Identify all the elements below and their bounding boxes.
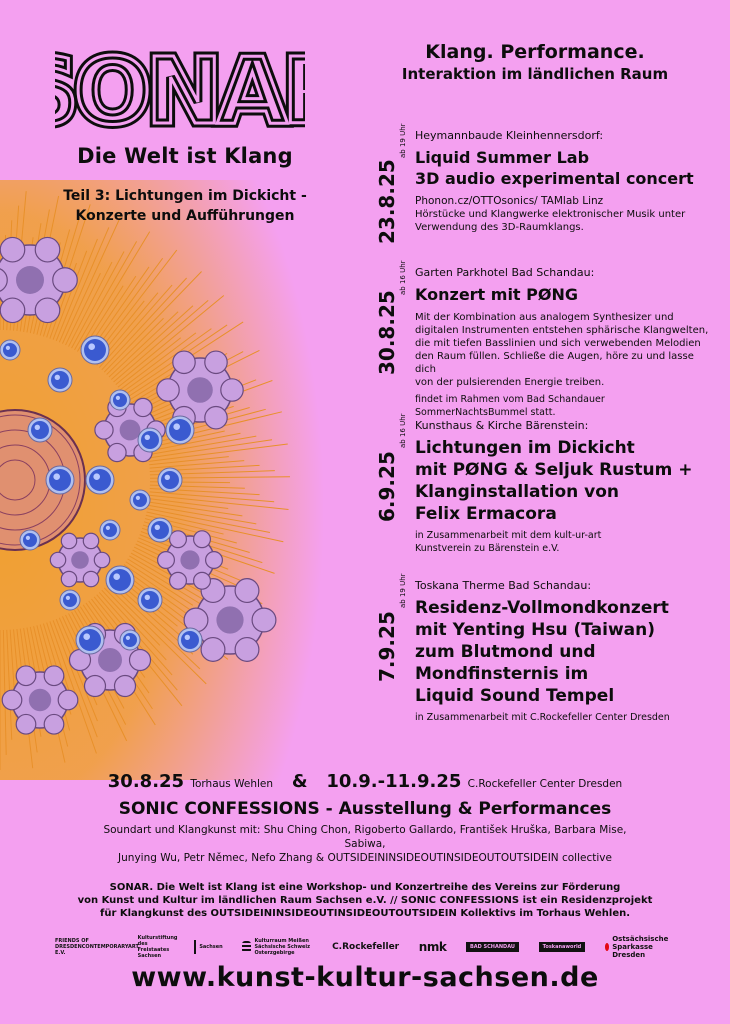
event-venue: Garten Parkhotel Bad Schandau: bbox=[415, 266, 595, 279]
sponsor-logo: Ostsächsische Sparkasse Dresden bbox=[605, 935, 685, 959]
sonic-title: SONIC CONFESSIONS - Ausstellung & Performances bbox=[118, 799, 612, 819]
series-subtitle: Die Welt ist Klang bbox=[77, 144, 293, 168]
event-date: 7.9.25 bbox=[375, 611, 399, 682]
sponsor-logo: Toskanaworld bbox=[539, 942, 586, 952]
art-svg bbox=[0, 180, 360, 780]
sponsor-logo: Kulturraum Meißen Sächsische Schweiz Osterzgebirge bbox=[242, 938, 312, 956]
part-title: Teil 3: Lichtungen im Dickicht - Konzerte und Aufführungen bbox=[63, 188, 307, 224]
sponsor-logo: C.Rockefeller bbox=[332, 942, 400, 952]
logo-text: ONA bbox=[73, 38, 282, 145]
event-title: Residenz-Vollmondkonzert bbox=[415, 598, 669, 618]
svg-text:SONAR: ONA bbox=[73, 38, 282, 145]
sponsor-logo: nmk bbox=[418, 940, 447, 954]
sponsor-logo: Sachsen bbox=[194, 940, 222, 954]
event-1: 23.8.25 ab 19 Uhr Heymannbaude Kleinhennersdorf: Liquid Summer Lab 3D audio experimental concert Phonon.cz/OTTOsonics/ TAMlab Linz Hörstücke und Klangwerke elektronischer Musik unter Verwendung des 3D-Raumklangs. bbox=[375, 128, 695, 246]
sponsor-logos bbox=[55, 935, 685, 959]
event-title: 3D audio experimental concert bbox=[415, 169, 694, 188]
event-date: 30.8.25 bbox=[375, 290, 399, 375]
event-venue: Toskana Therme Bad Schandau: bbox=[415, 579, 592, 592]
sonar-logo bbox=[55, 35, 305, 145]
event-date: 23.8.25 bbox=[375, 159, 399, 244]
event-time: ab 19 Uhr bbox=[399, 123, 407, 158]
event-title: Liquid Summer Lab bbox=[415, 148, 590, 167]
event-2: 30.8.25 ab 16 Uhr Garten Parkhotel Bad Schandau: Konzert mit PØNG Mit der Kombination aus analogem Synthesizer und digitalen Instrumenten entstehen sphärische Klangwelten, die mit tiefen Basslinien und sich verwebenden Melodien den Raum füllen. Schließe die Augen, höre zu und lasse dich von der pulsierenden Energie treiben. findet im Rahmen vom Bad Schandauer SommerNachtsBummel statt. bbox=[375, 265, 695, 405]
event-time: ab 16 Uhr bbox=[399, 413, 407, 448]
sponsor-logo: Kulturstiftung des Freistaates Sachsen bbox=[137, 935, 178, 959]
event-4: 7.9.25 ab 19 Uhr Toskana Therme Bad Schandau: Residenz-Vollmondkonzert mit Yenting Hsu (Taiwan) zum Blutmond und Mondfinsternis im Liquid Sound Tempel in Zusammenarbeit mit C.Rockefeller Center Dresden bbox=[375, 578, 695, 728]
event-venue: Heymannbaude Kleinhennersdorf: bbox=[415, 129, 604, 142]
event-title: Lichtungen im Dickicht bbox=[415, 438, 635, 458]
event-time: ab 16 Uhr bbox=[399, 260, 407, 295]
radiolarian-illustration bbox=[0, 180, 360, 780]
tagline: Klang. Performance. Interaktion im ländlichen Raum bbox=[401, 41, 669, 83]
sonic-dates: 30.8.25 Torhaus Wehlen & 10.9.-11.9.25 C.Rockefeller Center Dresden bbox=[107, 771, 623, 792]
website-url[interactable]: www.kunst-kultur-sachsen.de bbox=[131, 962, 599, 993]
project-blurb: SONAR. Die Welt ist Klang ist eine Workshop- und Konzertreihe des Vereins zur Förderung von Kunst und Kultur im ländlichen Raum Sachsen e.V. // SONIC CONFESSIONS ist ein Residenzprojekt für Klangkunst des OUTSIDEININSIDEOUTINSIDEOUTOUTSIDEIN Kollektivs im Torhaus Wehlen. bbox=[77, 882, 653, 919]
event-title: Konzert mit PØNG bbox=[415, 285, 578, 304]
event-venue: Kunsthaus & Kirche Bärenstein: bbox=[415, 419, 589, 432]
event-time: ab 19 Uhr bbox=[399, 573, 407, 608]
event-date: 6.9.25 bbox=[375, 451, 399, 522]
sponsor-logo: BAD SCHANDAU bbox=[466, 942, 519, 952]
sonic-artists: Soundart und Klangkunst mit: Shu Ching Chon, Rigoberto Gallardo, František Hruška, Barbara Mise, Sabiwa, Junying Wu, Petr Němec, Nefo Zhang & OUTSIDEININSIDEOUTINSIDEOUTOUTSIDEIN collective bbox=[103, 824, 627, 864]
sponsor-logo: FRIENDS OF DRESDENCONTEMPORARYART E.V. bbox=[55, 938, 139, 956]
event-3: 6.9.25 ab 16 Uhr Kunsthaus & Kirche Bärenstein: Lichtungen im Dickicht mit PØNG & Seljuk Rustum + Klanginstallation von Felix Ermacora in Zusammenarbeit mit dem kult-ur-art Kunstverein zu Bärenstein e.V. bbox=[375, 418, 695, 558]
